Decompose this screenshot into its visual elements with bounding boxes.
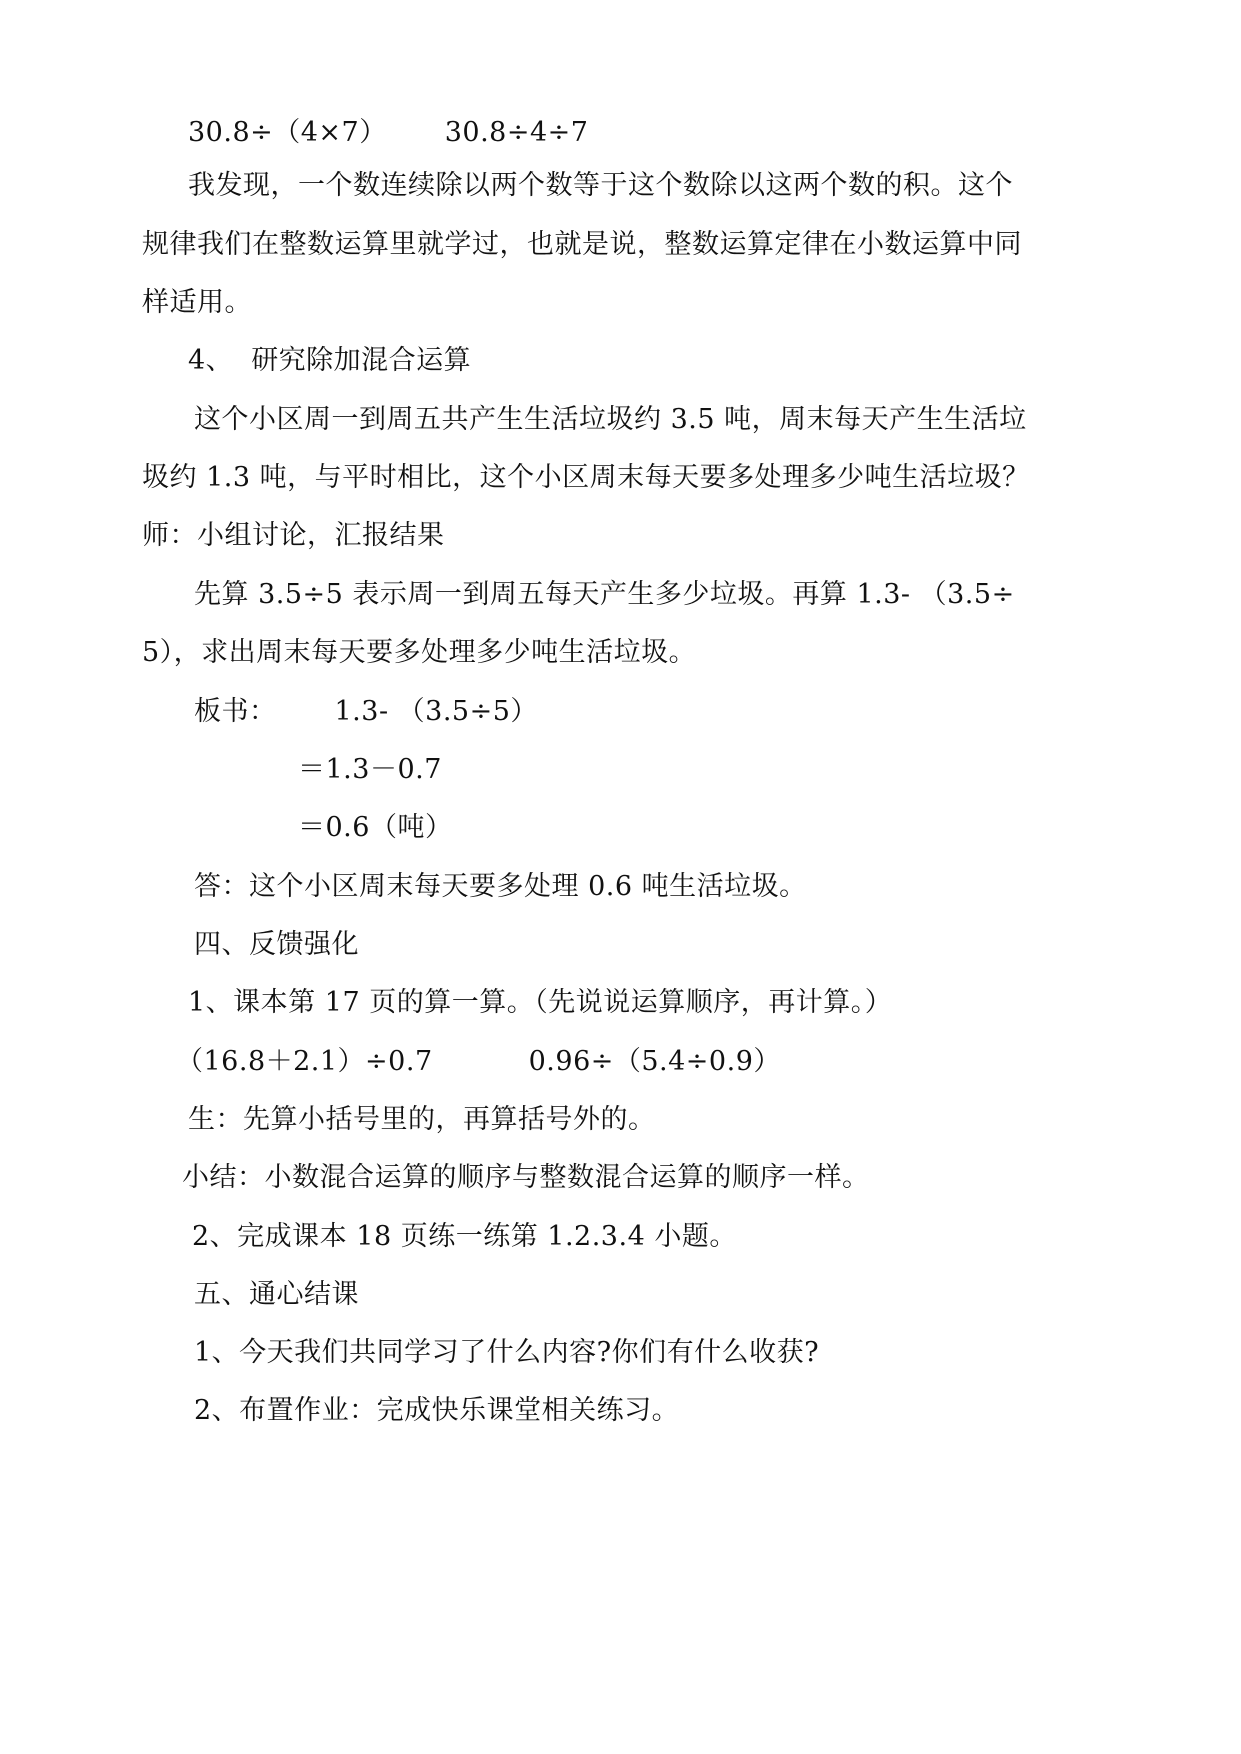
- section-heading: [188, 343, 471, 379]
- paragraph-line: 5），求出周末每天要多处理多少吨生活垃圾。: [142, 637, 697, 668]
- paragraph-line: 先算 3.5÷5 表示周一到周五每天产生多少垃圾。再算 1.3- （3.5÷: [194, 579, 1015, 610]
- paragraph-line: 样适用。: [142, 287, 252, 318]
- paragraph-line: 这个小区周一到周五共产生生活垃圾约 3.5 吨，周末每天产生生活垃: [194, 404, 1027, 435]
- expression-left: 30.8÷（4×7）: [188, 117, 387, 148]
- board-expression: 1.3- （3.5÷5）: [334, 696, 538, 727]
- paragraph-line: 1、课本第 17 页的算一算。（先说说运算顺序，再计算。）: [188, 987, 893, 1018]
- answer-line: 答：这个小区周末每天要多处理 0.6 吨生活垃圾。: [194, 871, 807, 902]
- paragraph-line: 1、今天我们共同学习了什么内容?你们有什么收获?: [194, 1337, 820, 1368]
- expression-line: [188, 115, 588, 151]
- section-number: 4、: [188, 345, 234, 376]
- board-work-line: ＝0.6（吨）: [298, 812, 453, 843]
- paragraph-line: 生：先算小括号里的，再算括号外的。: [188, 1104, 656, 1135]
- section-title: 研究除加混合运算: [251, 345, 472, 376]
- paragraph-line: 圾约 1.3 吨，与平时相比，这个小区周末每天要多处理多少吨生活垃圾？: [142, 462, 1030, 493]
- expression-right: 30.8÷4÷7: [444, 117, 589, 148]
- paragraph-line: 我发现，一个数连续除以两个数等于这个数除以这两个数的积。这个: [188, 170, 1013, 201]
- paragraph-line: 2、完成课本 18 页练一练第 1.2.3.4 小题。: [192, 1221, 737, 1252]
- paragraph-line: 小结：小数混合运算的顺序与整数混合运算的顺序一样。: [182, 1162, 870, 1193]
- expression-line: [176, 1044, 781, 1080]
- paragraph-line: 师：小组讨论，汇报结果: [142, 520, 445, 551]
- board-work-line: ＝1.3－0.7: [298, 754, 442, 785]
- expression-right: 0.96÷（5.4÷0.9）: [528, 1046, 781, 1077]
- section-heading: 五、通心结课: [194, 1279, 359, 1310]
- paragraph-line: 规律我们在整数运算里就学过，也就是说，整数运算定律在小数运算中同: [142, 229, 1022, 260]
- section-heading: 四、反馈强化: [194, 929, 359, 960]
- board-work-line: [194, 694, 538, 730]
- paragraph-line: 2、布置作业：完成快乐课堂相关练习。: [194, 1395, 680, 1426]
- expression-left: （16.8＋2.1）÷0.7: [176, 1046, 433, 1077]
- board-label: 板书：: [194, 696, 277, 727]
